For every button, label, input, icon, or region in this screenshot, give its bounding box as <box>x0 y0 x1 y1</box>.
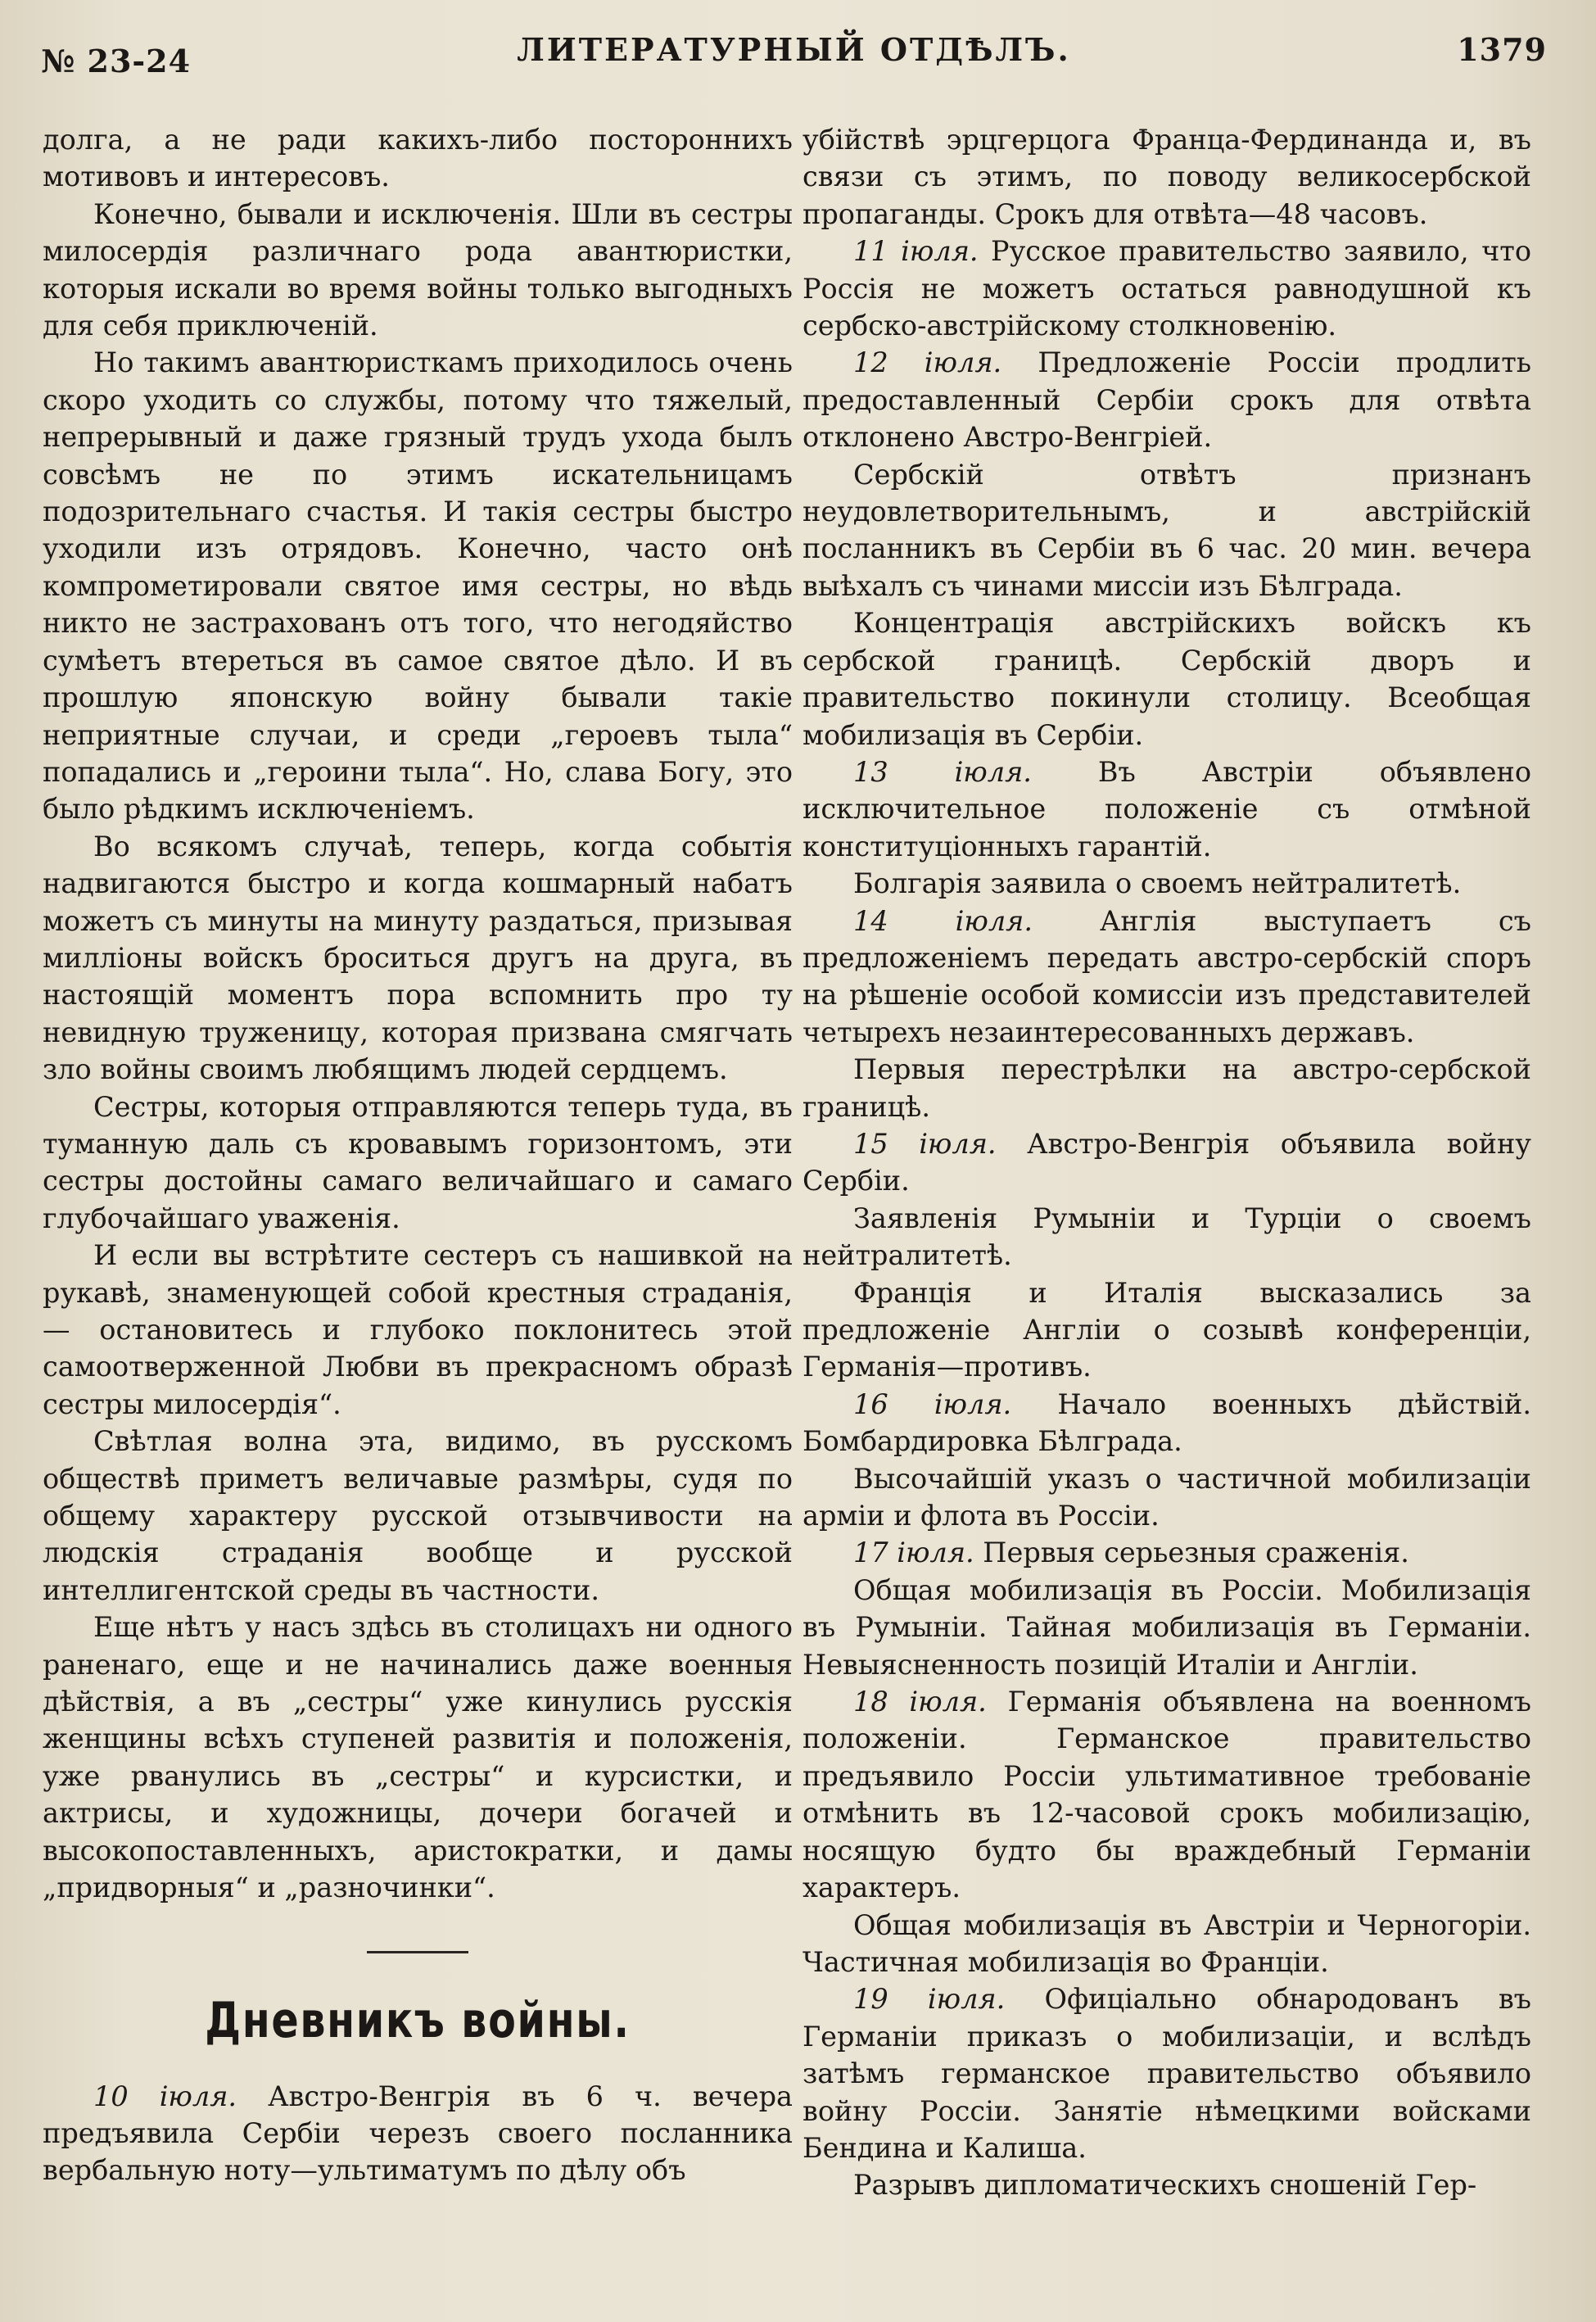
entry-text: Первыя перестрѣлки на австро-сербской границѣ. <box>803 1053 1531 1123</box>
entry-date: 10 іюля. <box>93 2080 237 2112</box>
diary-entry <box>803 1980 1531 2166</box>
entry-date: 11 іюля. <box>853 235 979 268</box>
diary-entry <box>803 1200 1531 1274</box>
diary-entry <box>803 233 1531 344</box>
entry-text: убійствѣ эрцгерцога Франца-Фердинанда и, въ связи съ этимъ, по поводу великосербской пропаганды. Срокъ для отвѣта—48 часовъ. <box>803 124 1531 230</box>
entry-text: Германія объявлена на военномъ положеніи. Германское правительство предъявило Россіи ультимативное требованіе отмѣнить въ 12-часовой срокъ мобилизацію, носящую будто бы враждебный Германіи характеръ. <box>803 1686 1531 1904</box>
entry-date: 14 іюля. <box>853 904 1033 937</box>
entry-text: Концентрація австрійскихъ войскъ къ сербской границѣ. Сербскій дворъ и правительство покинули столицу. Всеобщая мобилизація въ Сербіи. <box>803 607 1531 751</box>
left-column <box>43 121 793 2289</box>
entry-text: Общая мобилизація въ Россіи. Мобилизація въ Румыніи. Тайная мобилизація въ Германіи. Невыясненность позицій Италіи и Англіи. <box>803 1573 1531 1681</box>
entry-text: Австро-Венгрія объявила войну Сербіи. <box>803 1127 1531 1197</box>
entry-text: Заявленія Румыніи и Турціи о своемъ нейтралитетѣ. <box>803 1202 1531 1272</box>
diary-entry <box>803 121 1531 233</box>
diary-title: Дневникъ войны. <box>205 1991 631 2049</box>
entry-date: 13 іюля. <box>853 755 1032 788</box>
right-column <box>803 121 1531 2289</box>
entry-text: Первыя серьезныя сраженія. <box>974 1537 1409 1569</box>
entry-text: Высочайшій указъ о частичной мобилизаціи арміи и флота въ Россіи. <box>803 1462 1531 1532</box>
paragraph: И если вы встрѣтите сестеръ съ нашивкой на рукавѣ, знаменующей собой крестныя страданія, — остановитесь и глубоко поклонитесь этой самоотверженной Любви въ прекрасномъ образѣ сестры милосердія“. <box>43 1239 793 1420</box>
section-divider <box>367 1951 468 1953</box>
diary-entry <box>803 1051 1531 1125</box>
diary-entry <box>803 1683 1531 1906</box>
entry-text: Русское правительство заявило, что Россія не можетъ остаться равнодушной къ сербско-австрійскому столкновенію. <box>803 235 1531 342</box>
diary-entry <box>803 1125 1531 1200</box>
paragraph: долга, а не ради какихъ-либо постороннихъ мотивовъ и интересовъ. <box>43 124 793 193</box>
entry-text: Англія выступаетъ съ предложеніемъ передать австро-сербскій споръ на рѣшеніе особой комиссіи изъ представителей четырехъ незаинтересованныхъ державъ. <box>803 904 1531 1048</box>
entry-text: Предложеніе Россіи продлить предоставленный Сербіи срокъ для отвѣта отклонено Австро-Венгріей. <box>803 346 1531 454</box>
section-title: ЛИТЕРАТУРНЫЙ ОТДѢЛЪ. <box>517 31 1071 68</box>
diary-entry <box>803 1907 1531 1981</box>
paragraph: Еще нѣтъ у насъ здѣсь въ столицахъ ни одного раненаго, еще и не начинались даже военныя дѣйствія, а въ „сестры“ уже кинулись русскія женщины всѣхъ ступеней развитія и положенія, уже рванулись въ „сестры“ и курсистки, и актрисы, и художницы, дочери богачей и высокопоставленныхъ, аристократки, и дамы „придворныя“ и „разночинки“. <box>43 1611 793 1904</box>
paragraph: Во всякомъ случаѣ, теперь, когда событія надвигаются быстро и когда кошмарный набатъ можетъ съ минуты на минуту раздаться, призывая милліоны войскъ броситься другъ на друга, въ настоящій моментъ пора вспомнить про ту невидную труженицу, которая призвана смягчать зло войны своимъ любящимъ людей сердцемъ. <box>43 830 793 1086</box>
page-header <box>41 31 1547 88</box>
entry-text: Общая мобилизація въ Австріи и Черногоріи. Частичная мобилизація во Франціи. <box>803 1908 1531 1978</box>
entry-date: 19 іюля. <box>853 1983 1006 2016</box>
diary-entry <box>803 2166 1531 2203</box>
issue-number: № 23-24 <box>41 43 192 79</box>
diary-entry <box>43 2078 793 2189</box>
page-number: 1379 <box>1457 31 1547 68</box>
paragraph: Сестры, которыя отправляются теперь туда, въ туманную даль съ кровавымъ горизонтомъ, эти сестры достойны самаго величайшаго и самаго глубочайшаго уваженія. <box>43 1090 793 1234</box>
entry-date: 12 іюля. <box>853 346 1002 379</box>
paragraph: Но такимъ авантюристкамъ приходилось очень скоро уходить со службы, потому что тяжелый, непрерывный и даже грязный трудъ ухода былъ совсѣмъ не по этимъ искательницамъ подозрительнаго счастья. И такія сестры быстро уходили изъ отрядовъ. Конечно, часто онѣ компрометировали святое имя сестры, но вѣдь никто не застрахованъ отъ того, что негодяйство сумѣетъ втереться въ самое святое дѣло. И въ прошлую японскую войну бывали такіе неприятные случаи, и среди „героевъ тыла“ попадались и „героини тыла“. Но, слава Богу, это было рѣдкимъ исключеніемъ. <box>43 346 793 826</box>
entry-date: 18 іюля. <box>853 1686 987 1718</box>
entry-date: 16 іюля. <box>853 1387 1012 1420</box>
entry-text: Австро-Венгрія въ 6 ч. вечера предъявила Сербіи черезъ своего посланника вербальную ноту—ультиматумъ по дѣлу объ <box>43 2080 793 2187</box>
diary-entry <box>803 903 1531 1052</box>
diary-entry <box>803 754 1531 865</box>
diary-entry <box>803 1460 1531 1535</box>
paragraph: Конечно, бывали и исключенія. Шли въ сестры милосердія различнаго рода авантюристки, которыя искали во время войны только выгодныхъ для себя приключеній. <box>43 197 793 342</box>
entry-text: Болгарія заявила о своемъ нейтралитетѣ. <box>853 867 1462 900</box>
diary-entry <box>803 1386 1531 1460</box>
entry-text: Начало военныхъ дѣйствій. Бомбардировка Бѣлграда. <box>803 1387 1531 1458</box>
entry-date: 17 іюля. <box>853 1537 974 1569</box>
diary-entry <box>803 1274 1531 1386</box>
entry-text: Сербскій отвѣтъ признанъ неудовлетворительнымъ, и австрійскій посланникъ въ Сербіи въ 6 час. 20 мин. вечера выѣхалъ съ чинами миссіи изъ Бѣлграда. <box>803 458 1531 602</box>
diary-entry <box>803 344 1531 455</box>
paragraph: Свѣтлая волна эта, видимо, въ русскомъ обществѣ приметъ величавые размѣры, судя по общему характеру русской отзывчивости на людскія страданія вообще и русской интеллигентской среды въ частности. <box>43 1425 793 1606</box>
diary-entry <box>803 1572 1531 1683</box>
diary-entry <box>803 1534 1531 1571</box>
entry-text: Въ Австріи объявлено исключительное положеніе съ отмѣной конституціонныхъ гарантій. <box>803 755 1531 862</box>
entry-text: Франція и Италія высказались за предложеніе Англіи о созывѣ конференціи, Германія—противъ. <box>803 1276 1531 1383</box>
diary-entry <box>803 865 1531 902</box>
entry-text: Офиціально обнародованъ въ Германіи приказъ о мобилизаціи, и вслѣдъ затѣмъ германское правительство объявило войну Россіи. Занятіе нѣмецкими войсками Бендина и Калиша. <box>803 1983 1531 2164</box>
diary-entry <box>803 604 1531 754</box>
diary-entry <box>803 456 1531 605</box>
entry-date: 15 іюля. <box>853 1127 997 1160</box>
entry-text: Разрывъ дипломатическихъ сношеній Гер- <box>853 2169 1477 2202</box>
